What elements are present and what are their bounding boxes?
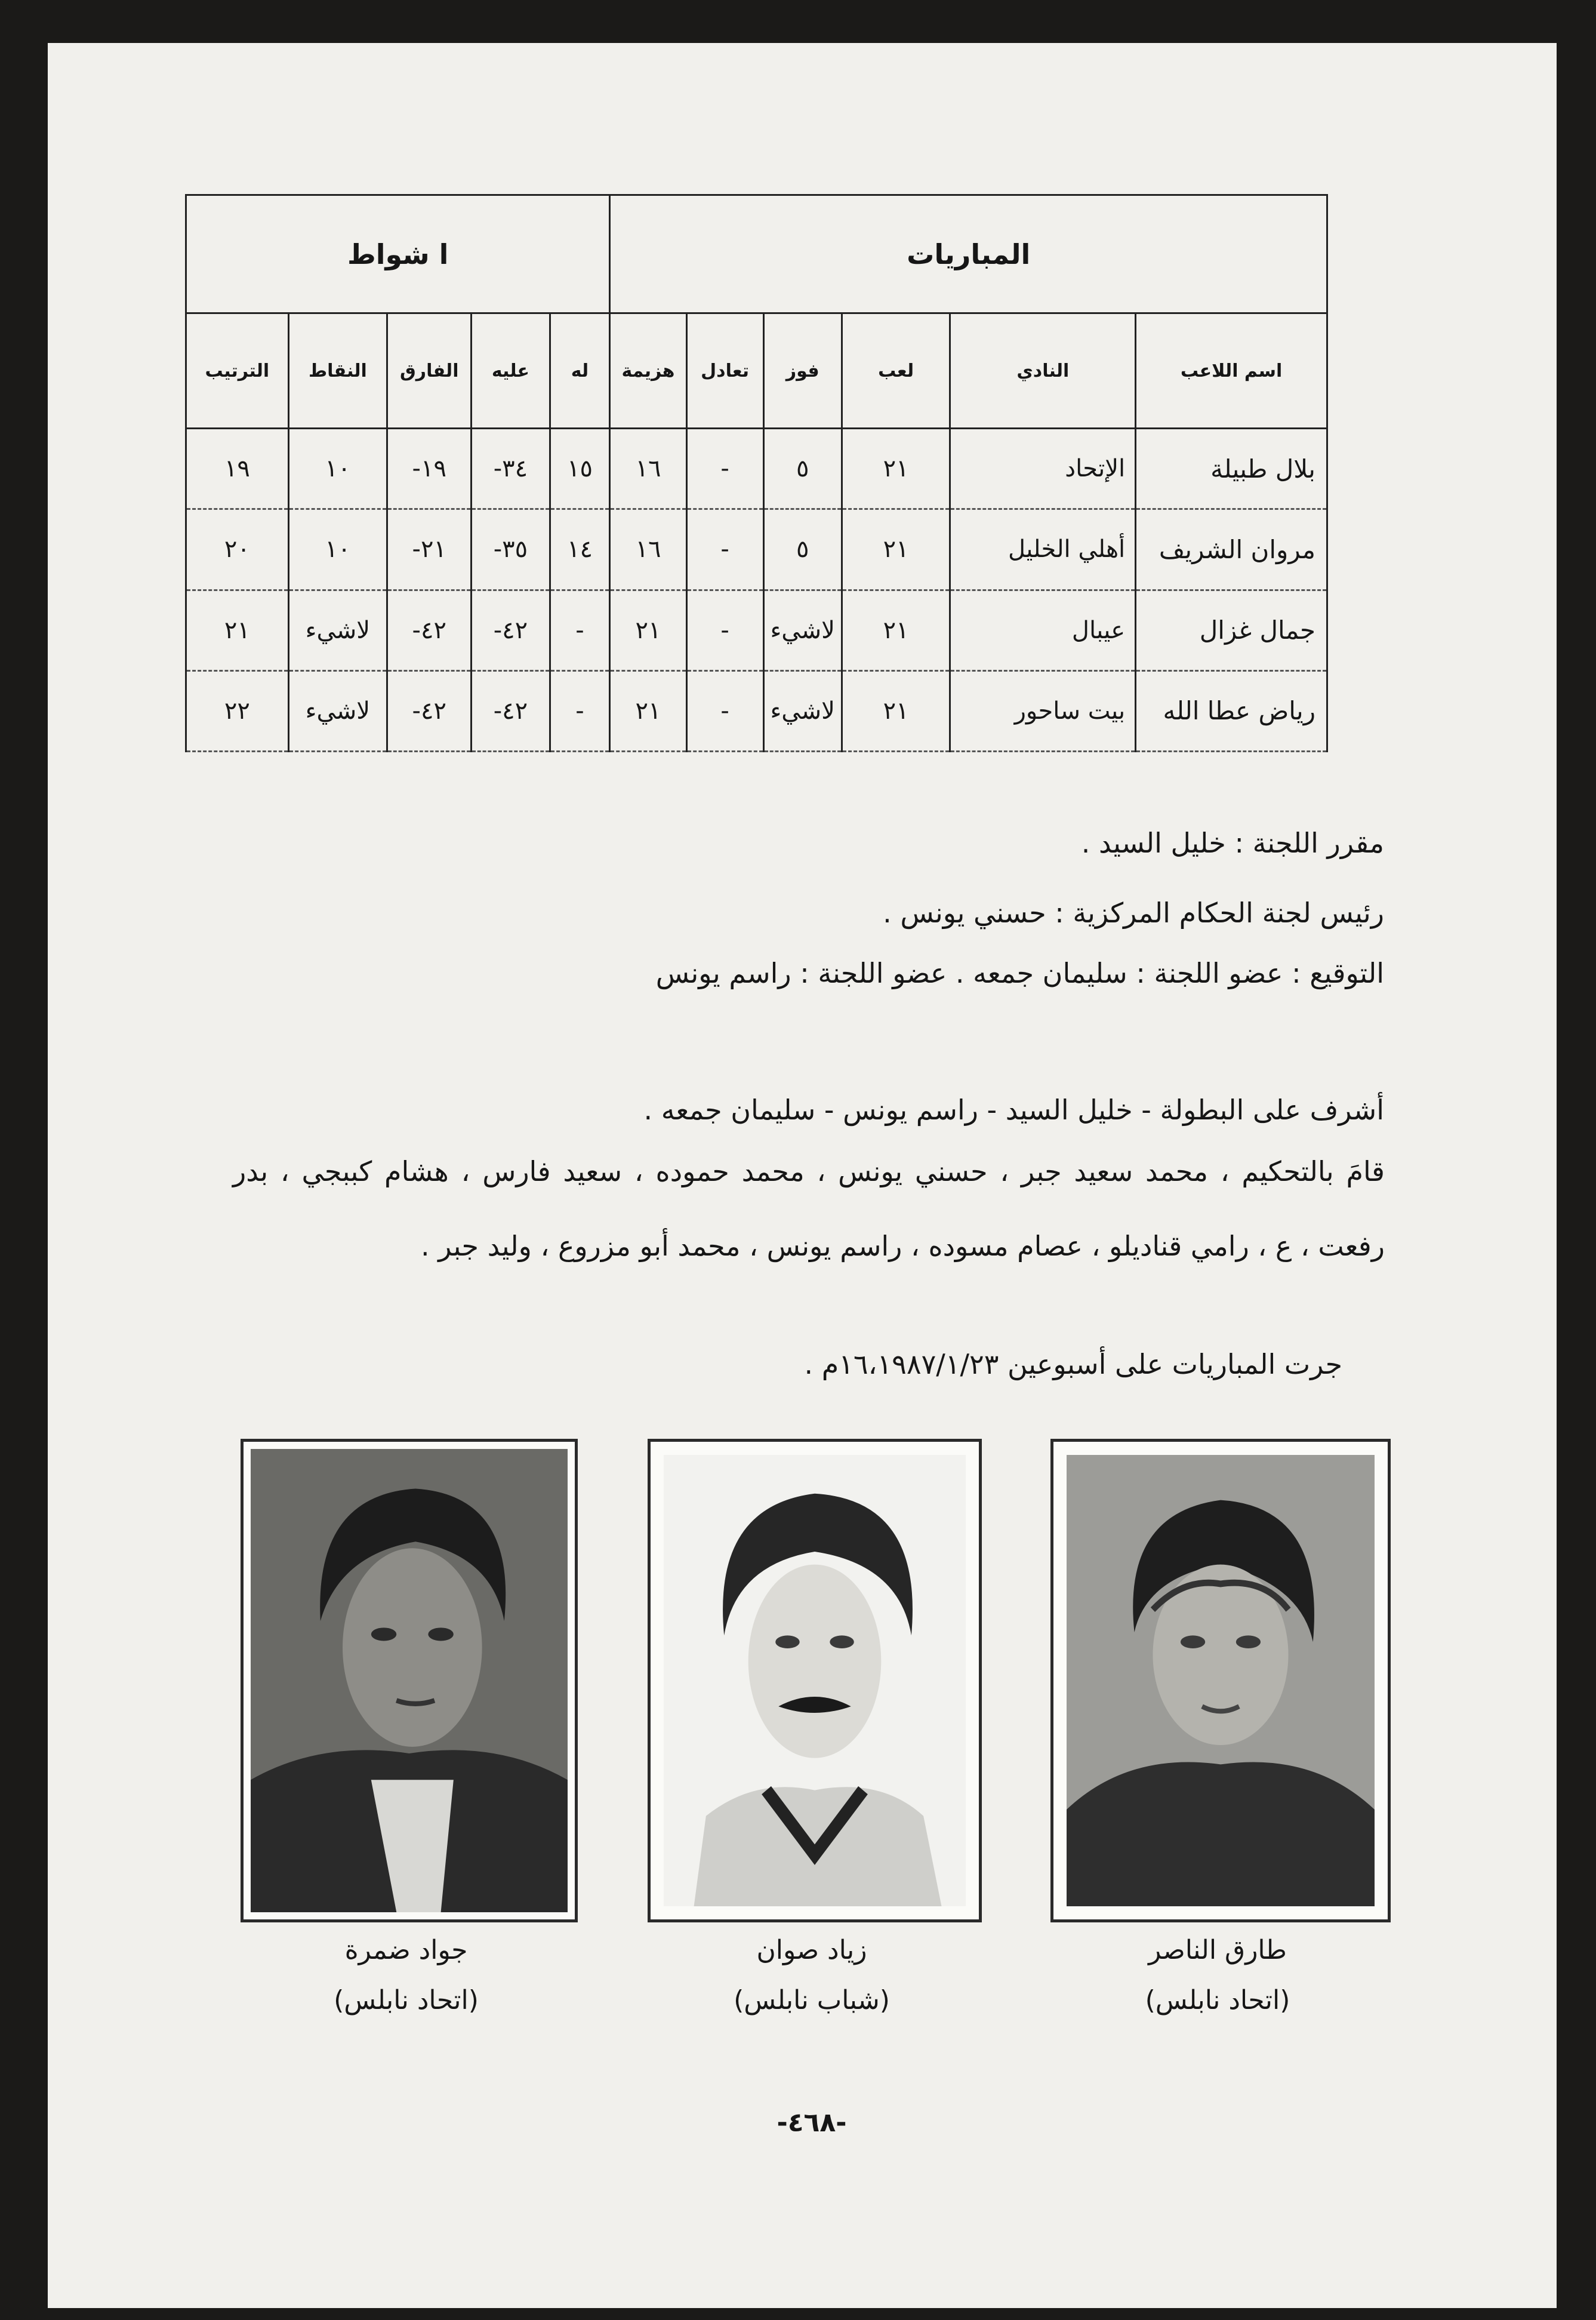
caption-club: (شباب نابلس): [734, 1985, 890, 2016]
column-header: لعب: [842, 313, 950, 429]
portrait-photo: [251, 1449, 568, 1912]
table-cell: ١٤: [550, 509, 610, 590]
table-cell: ٢١: [610, 670, 686, 751]
table-cell: لاشيء: [763, 670, 842, 751]
table-cell: ٢١: [842, 429, 950, 509]
committee-signature: التوقيع : عضو اللجنة : سليمان جمعه . عضو اللجنة : راسم يونس: [655, 957, 1384, 989]
column-header: النقاط: [288, 313, 387, 429]
matches-group-header: المباريات: [610, 195, 1327, 313]
table-cell: ١٠: [288, 509, 387, 590]
column-header: اسم اللاعب: [1136, 313, 1327, 429]
player-name: رياض عطا الله: [1136, 670, 1327, 751]
caption-club: (اتحاد نابلس): [1145, 1985, 1290, 2016]
table-cell: ٢١: [842, 509, 950, 590]
table-cell: لاشيء: [288, 670, 387, 751]
column-header: الفارق: [387, 313, 472, 429]
portrait-photo: [1067, 1455, 1375, 1906]
caption-name: طارق الناصر: [1148, 1935, 1287, 1965]
player-name: مروان الشريف: [1136, 509, 1327, 590]
table-cell: -: [686, 590, 763, 670]
table-cell: ٢١-: [387, 509, 472, 590]
table-cell: ٤٢-: [387, 590, 472, 670]
player-name: جمال غزال: [1136, 590, 1327, 670]
table-cell: لاشيء: [763, 590, 842, 670]
standings-table: [185, 194, 1328, 752]
page-number: -٤٦٨-: [777, 2107, 847, 2138]
table-cell: -: [550, 590, 610, 670]
column-header: فوز: [763, 313, 842, 429]
table-cell: ١٦: [610, 429, 686, 509]
photo-caption: [241, 1925, 572, 2026]
photo-frame: [648, 1439, 982, 1922]
table-cell: ٢١: [610, 590, 686, 670]
column-header: النادي: [950, 313, 1136, 429]
column-header: عليه: [472, 313, 550, 429]
club-name: أهلي الخليل: [950, 509, 1136, 590]
caption-name: جواد ضمرة: [344, 1935, 468, 1965]
photo-frame: [241, 1439, 578, 1922]
table-row: [186, 509, 1327, 590]
portrait-photo: [664, 1455, 966, 1906]
table-cell: ٢٠: [186, 509, 289, 590]
photo-caption: [648, 1925, 976, 2026]
table-cell: ١٩-: [387, 429, 472, 509]
table-cell: ٣٤-: [472, 429, 550, 509]
table-cell: ٤٢-: [472, 590, 550, 670]
table-cell: ٢١: [186, 590, 289, 670]
table-cell: ١٩: [186, 429, 289, 509]
column-header: الترتيب: [186, 313, 289, 429]
club-name: بيت ساحور: [950, 670, 1136, 751]
table-cell: ٣٥-: [472, 509, 550, 590]
table-cell: -: [686, 429, 763, 509]
table-cell: ٢٢: [186, 670, 289, 751]
club-name: عيبال: [950, 590, 1136, 670]
rounds-group-header: ا شواط: [186, 195, 610, 313]
caption-club: (اتحاد نابلس): [334, 1985, 479, 2016]
table-row: [186, 590, 1327, 670]
table-cell: ٢١: [842, 590, 950, 670]
table-cell: لاشيء: [288, 590, 387, 670]
table-cell: ٤٢-: [472, 670, 550, 751]
table-cell: ٥: [763, 429, 842, 509]
table-cell: ٥: [763, 509, 842, 590]
committee-head: رئيس لجنة الحكام المركزية : حسني يونس .: [883, 897, 1384, 929]
table-cell: ٤٢-: [387, 670, 472, 751]
supervisors-line: أشرف على البطولة - خليل السيد - راسم يونس - سليمان جمعه .: [643, 1094, 1384, 1126]
referees-text: قامَ بالتحكيم ، محمد سعيد جبر ، حسني يونس ، محمد حموده ، سعيد فارس ، هشام كببجي ، بدر رفعت ، ع ، رامي قناديلو ، عصام مسوده ، راسم يونس ، محمد أبو مزروع ، وليد جبر .: [233, 1155, 1385, 1262]
photo-caption: [1050, 1925, 1385, 2026]
table-cell: ٢١: [842, 670, 950, 751]
table-cell: ١٦: [610, 509, 686, 590]
table-cell: ١٥: [550, 429, 610, 509]
matches-dates: جرت المباريات على أسبوعين ١٦،١٩٨٧/١/٢٣م .: [804, 1348, 1342, 1380]
column-header: هزيمة: [610, 313, 686, 429]
table-row: [186, 670, 1327, 751]
table-cell: -: [686, 509, 763, 590]
table-cell: -: [686, 670, 763, 751]
referees-paragraph: [233, 1134, 1385, 1284]
club-name: الإتحاد: [950, 429, 1136, 509]
caption-name: زياد صوان: [756, 1935, 867, 1965]
photo-frame: [1050, 1439, 1391, 1922]
table-row: [186, 429, 1327, 509]
column-header: تعادل: [686, 313, 763, 429]
table-cell: ١٠: [288, 429, 387, 509]
column-header: له: [550, 313, 610, 429]
committee-rapporteur: مقرر اللجنة : خليل السيد .: [1081, 827, 1384, 859]
player-name: بلال طبيلة: [1136, 429, 1327, 509]
table-cell: -: [550, 670, 610, 751]
